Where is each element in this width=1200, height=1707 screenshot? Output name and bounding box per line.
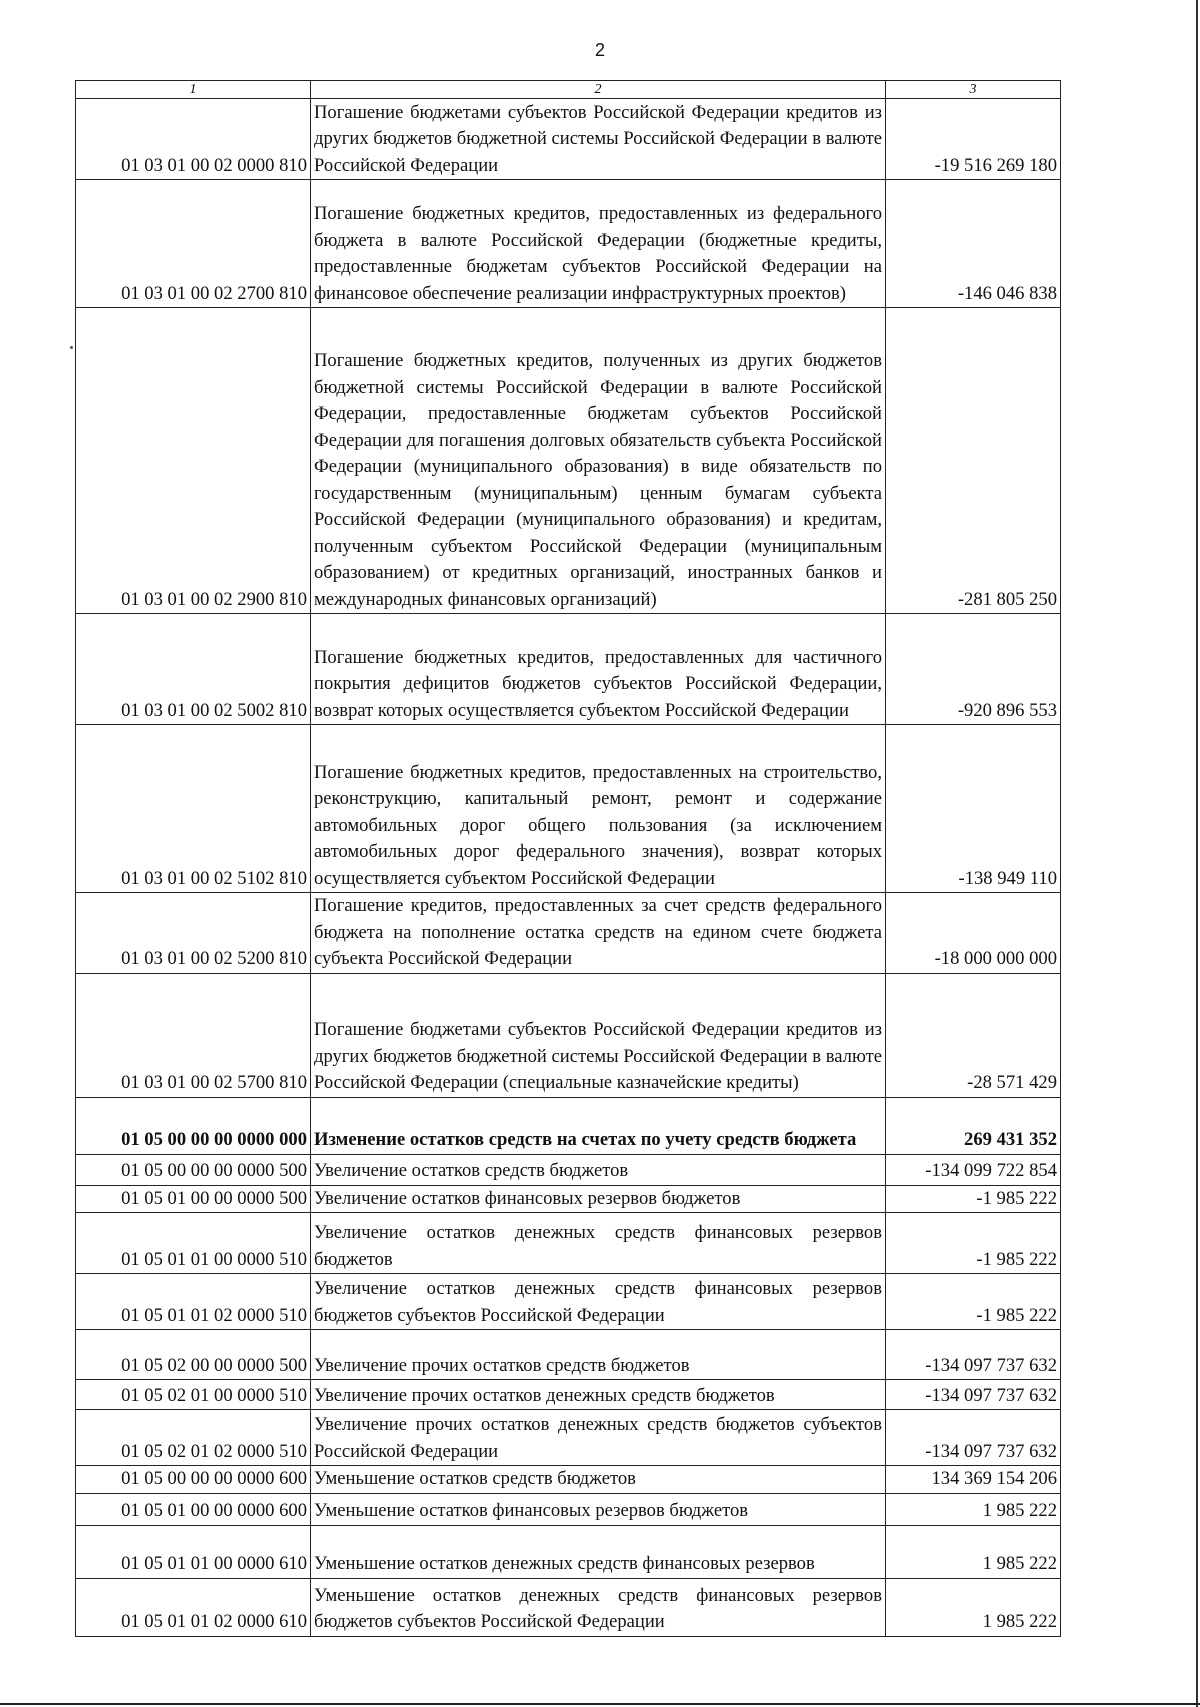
page-number: 2 xyxy=(594,40,605,60)
row-amount: -1 985 222 xyxy=(886,1213,1061,1274)
table-row xyxy=(76,1274,1061,1330)
row-amount: -138 949 110 xyxy=(886,725,1061,893)
scan-speck xyxy=(70,346,73,349)
row-name: Увеличение остатков денежных средств финансовых резервов бюджетов субъектов Российской Федерации xyxy=(311,1274,886,1330)
row-code: 01 05 02 01 00 0000 510 xyxy=(76,1380,311,1410)
row-amount: -134 099 722 854 xyxy=(886,1154,1061,1185)
scan-bottom-border xyxy=(0,1703,1200,1705)
row-amount: 269 431 352 xyxy=(886,1097,1061,1154)
row-name: Уменьшение остатков финансовых резервов бюджетов xyxy=(311,1493,886,1525)
row-name: Уменьшение остатков средств бюджетов xyxy=(311,1466,886,1494)
row-code: 01 05 02 01 02 0000 510 xyxy=(76,1410,311,1466)
row-code: 01 03 01 00 02 5102 810 xyxy=(76,725,311,893)
table-row xyxy=(76,725,1061,893)
row-amount: -134 097 737 632 xyxy=(886,1330,1061,1380)
row-amount: -28 571 429 xyxy=(886,973,1061,1097)
row-amount: -1 985 222 xyxy=(886,1185,1061,1213)
row-code: 01 05 00 00 00 0000 600 xyxy=(76,1466,311,1494)
table-row xyxy=(76,973,1061,1097)
row-amount: 1 985 222 xyxy=(886,1525,1061,1578)
budget-sources-table xyxy=(75,80,1061,1637)
row-name: Погашение бюджетных кредитов, предоставленных для частичного покрытия дефицитов бюджетов субъектов Российской Федерации, возврат которых осуществляется субъектом Российской Федерации xyxy=(311,614,886,725)
row-name: Увеличение остатков средств бюджетов xyxy=(311,1154,886,1185)
table-row xyxy=(76,1466,1061,1494)
table-row xyxy=(76,893,1061,974)
row-code: 01 05 00 00 00 0000 000 xyxy=(76,1097,311,1154)
header-col-2: 2 xyxy=(311,81,886,99)
row-name: Погашение кредитов, предоставленных за счет средств федерального бюджета на пополнение остатка средств на едином счете бюджета субъекта Российской Федерации xyxy=(311,893,886,974)
row-name: Уменьшение остатков денежных средств финансовых резервов xyxy=(311,1525,886,1578)
row-code: 01 05 01 01 02 0000 610 xyxy=(76,1578,311,1636)
row-name: Увеличение прочих остатков средств бюджетов xyxy=(311,1330,886,1380)
table-row xyxy=(76,1154,1061,1185)
row-code: 01 05 01 01 00 0000 610 xyxy=(76,1525,311,1578)
table-row xyxy=(76,1578,1061,1636)
row-name: Уменьшение остатков денежных средств финансовых резервов бюджетов субъектов Российской Федерации xyxy=(311,1578,886,1636)
row-amount: 1 985 222 xyxy=(886,1578,1061,1636)
row-name: Погашение бюджетных кредитов, предоставленных из федерального бюджета в валюте Российской Федерации (бюджетные кредиты, предоставленные бюджетам субъектов Российской Федерации на финансовое обеспечение реализации инфраструктурных проектов) xyxy=(311,180,886,308)
row-name: Увеличение прочих остатков денежных средств бюджетов xyxy=(311,1380,886,1410)
table-row xyxy=(76,1185,1061,1213)
row-amount: -920 896 553 xyxy=(886,614,1061,725)
table-row xyxy=(76,1330,1061,1380)
row-code: 01 03 01 00 02 2900 810 xyxy=(76,308,311,614)
table-row xyxy=(76,99,1061,180)
row-amount: -134 097 737 632 xyxy=(886,1410,1061,1466)
table-row xyxy=(76,308,1061,614)
row-amount: -146 046 838 xyxy=(886,180,1061,308)
row-code: 01 03 01 00 02 5700 810 xyxy=(76,973,311,1097)
row-code: 01 03 01 00 02 5200 810 xyxy=(76,893,311,974)
row-code: 01 03 01 00 02 0000 810 xyxy=(76,99,311,180)
row-name: Погашение бюджетных кредитов, предоставленных на строительство, реконструкцию, капитальный ремонт, ремонт и содержание автомобильных дорог общего пользования (за исключением автомобильных дорог федерального значения), возврат которых осуществляется субъектом Российской Федерации xyxy=(311,725,886,893)
row-amount: -134 097 737 632 xyxy=(886,1380,1061,1410)
table-row xyxy=(76,1213,1061,1274)
header-col-1: 1 xyxy=(76,81,311,99)
row-code: 01 05 00 00 00 0000 500 xyxy=(76,1154,311,1185)
table-row xyxy=(76,1525,1061,1578)
row-name: Увеличение прочих остатков денежных средств бюджетов субъектов Российской Федерации xyxy=(311,1410,886,1466)
row-code: 01 05 01 01 02 0000 510 xyxy=(76,1274,311,1330)
row-code: 01 03 01 00 02 2700 810 xyxy=(76,180,311,308)
row-amount: -18 000 000 000 xyxy=(886,893,1061,974)
row-code: 01 05 01 00 00 0000 500 xyxy=(76,1185,311,1213)
row-amount: 1 985 222 xyxy=(886,1493,1061,1525)
table-row xyxy=(76,180,1061,308)
table-row xyxy=(76,1410,1061,1466)
table-header-row xyxy=(76,81,1061,99)
row-name: Изменение остатков средств на счетах по учету средств бюджета xyxy=(311,1097,886,1154)
row-name: Увеличение остатков финансовых резервов бюджетов xyxy=(311,1185,886,1213)
row-code: 01 03 01 00 02 5002 810 xyxy=(76,614,311,725)
row-name: Погашение бюджетных кредитов, полученных из других бюджетов бюджетной системы Российской Федерации в валюте Российской Федерации, предоставленные бюджетам субъектов Российской Федерации для погашения долговых обязательств субъекта Российской Федерации (муниципального образования) в виде обязательств по государственным (муниципальным) ценным бумагам субъекта Российской Федерации (муниципального образования) и кредитам, полученным субъектом Российской Федерации (муниципальным образованием) от кредитных организаций, иностранных банков и международных финансовых организаций) xyxy=(311,308,886,614)
table-row xyxy=(76,1380,1061,1410)
row-code: 01 05 01 00 00 0000 600 xyxy=(76,1493,311,1525)
table-row xyxy=(76,614,1061,725)
row-code: 01 05 02 00 00 0000 500 xyxy=(76,1330,311,1380)
row-amount: -281 805 250 xyxy=(886,308,1061,614)
row-name: Погашение бюджетами субъектов Российской Федерации кредитов из других бюджетов бюджетной системы Российской Федерации в валюте Российской Федерации (специальные казначейские кредиты) xyxy=(311,973,886,1097)
row-code: 01 05 01 01 00 0000 510 xyxy=(76,1213,311,1274)
row-amount: 134 369 154 206 xyxy=(886,1466,1061,1494)
header-col-3: 3 xyxy=(886,81,1061,99)
scan-right-border xyxy=(1196,0,1198,1707)
table-row-section-total xyxy=(76,1097,1061,1154)
row-amount: -19 516 269 180 xyxy=(886,99,1061,180)
table-row xyxy=(76,1493,1061,1525)
row-name: Увеличение остатков денежных средств финансовых резервов бюджетов xyxy=(311,1213,886,1274)
row-amount: -1 985 222 xyxy=(886,1274,1061,1330)
row-name: Погашение бюджетами субъектов Российской Федерации кредитов из других бюджетов бюджетной системы Российской Федерации в валюте Российской Федерации xyxy=(311,99,886,180)
